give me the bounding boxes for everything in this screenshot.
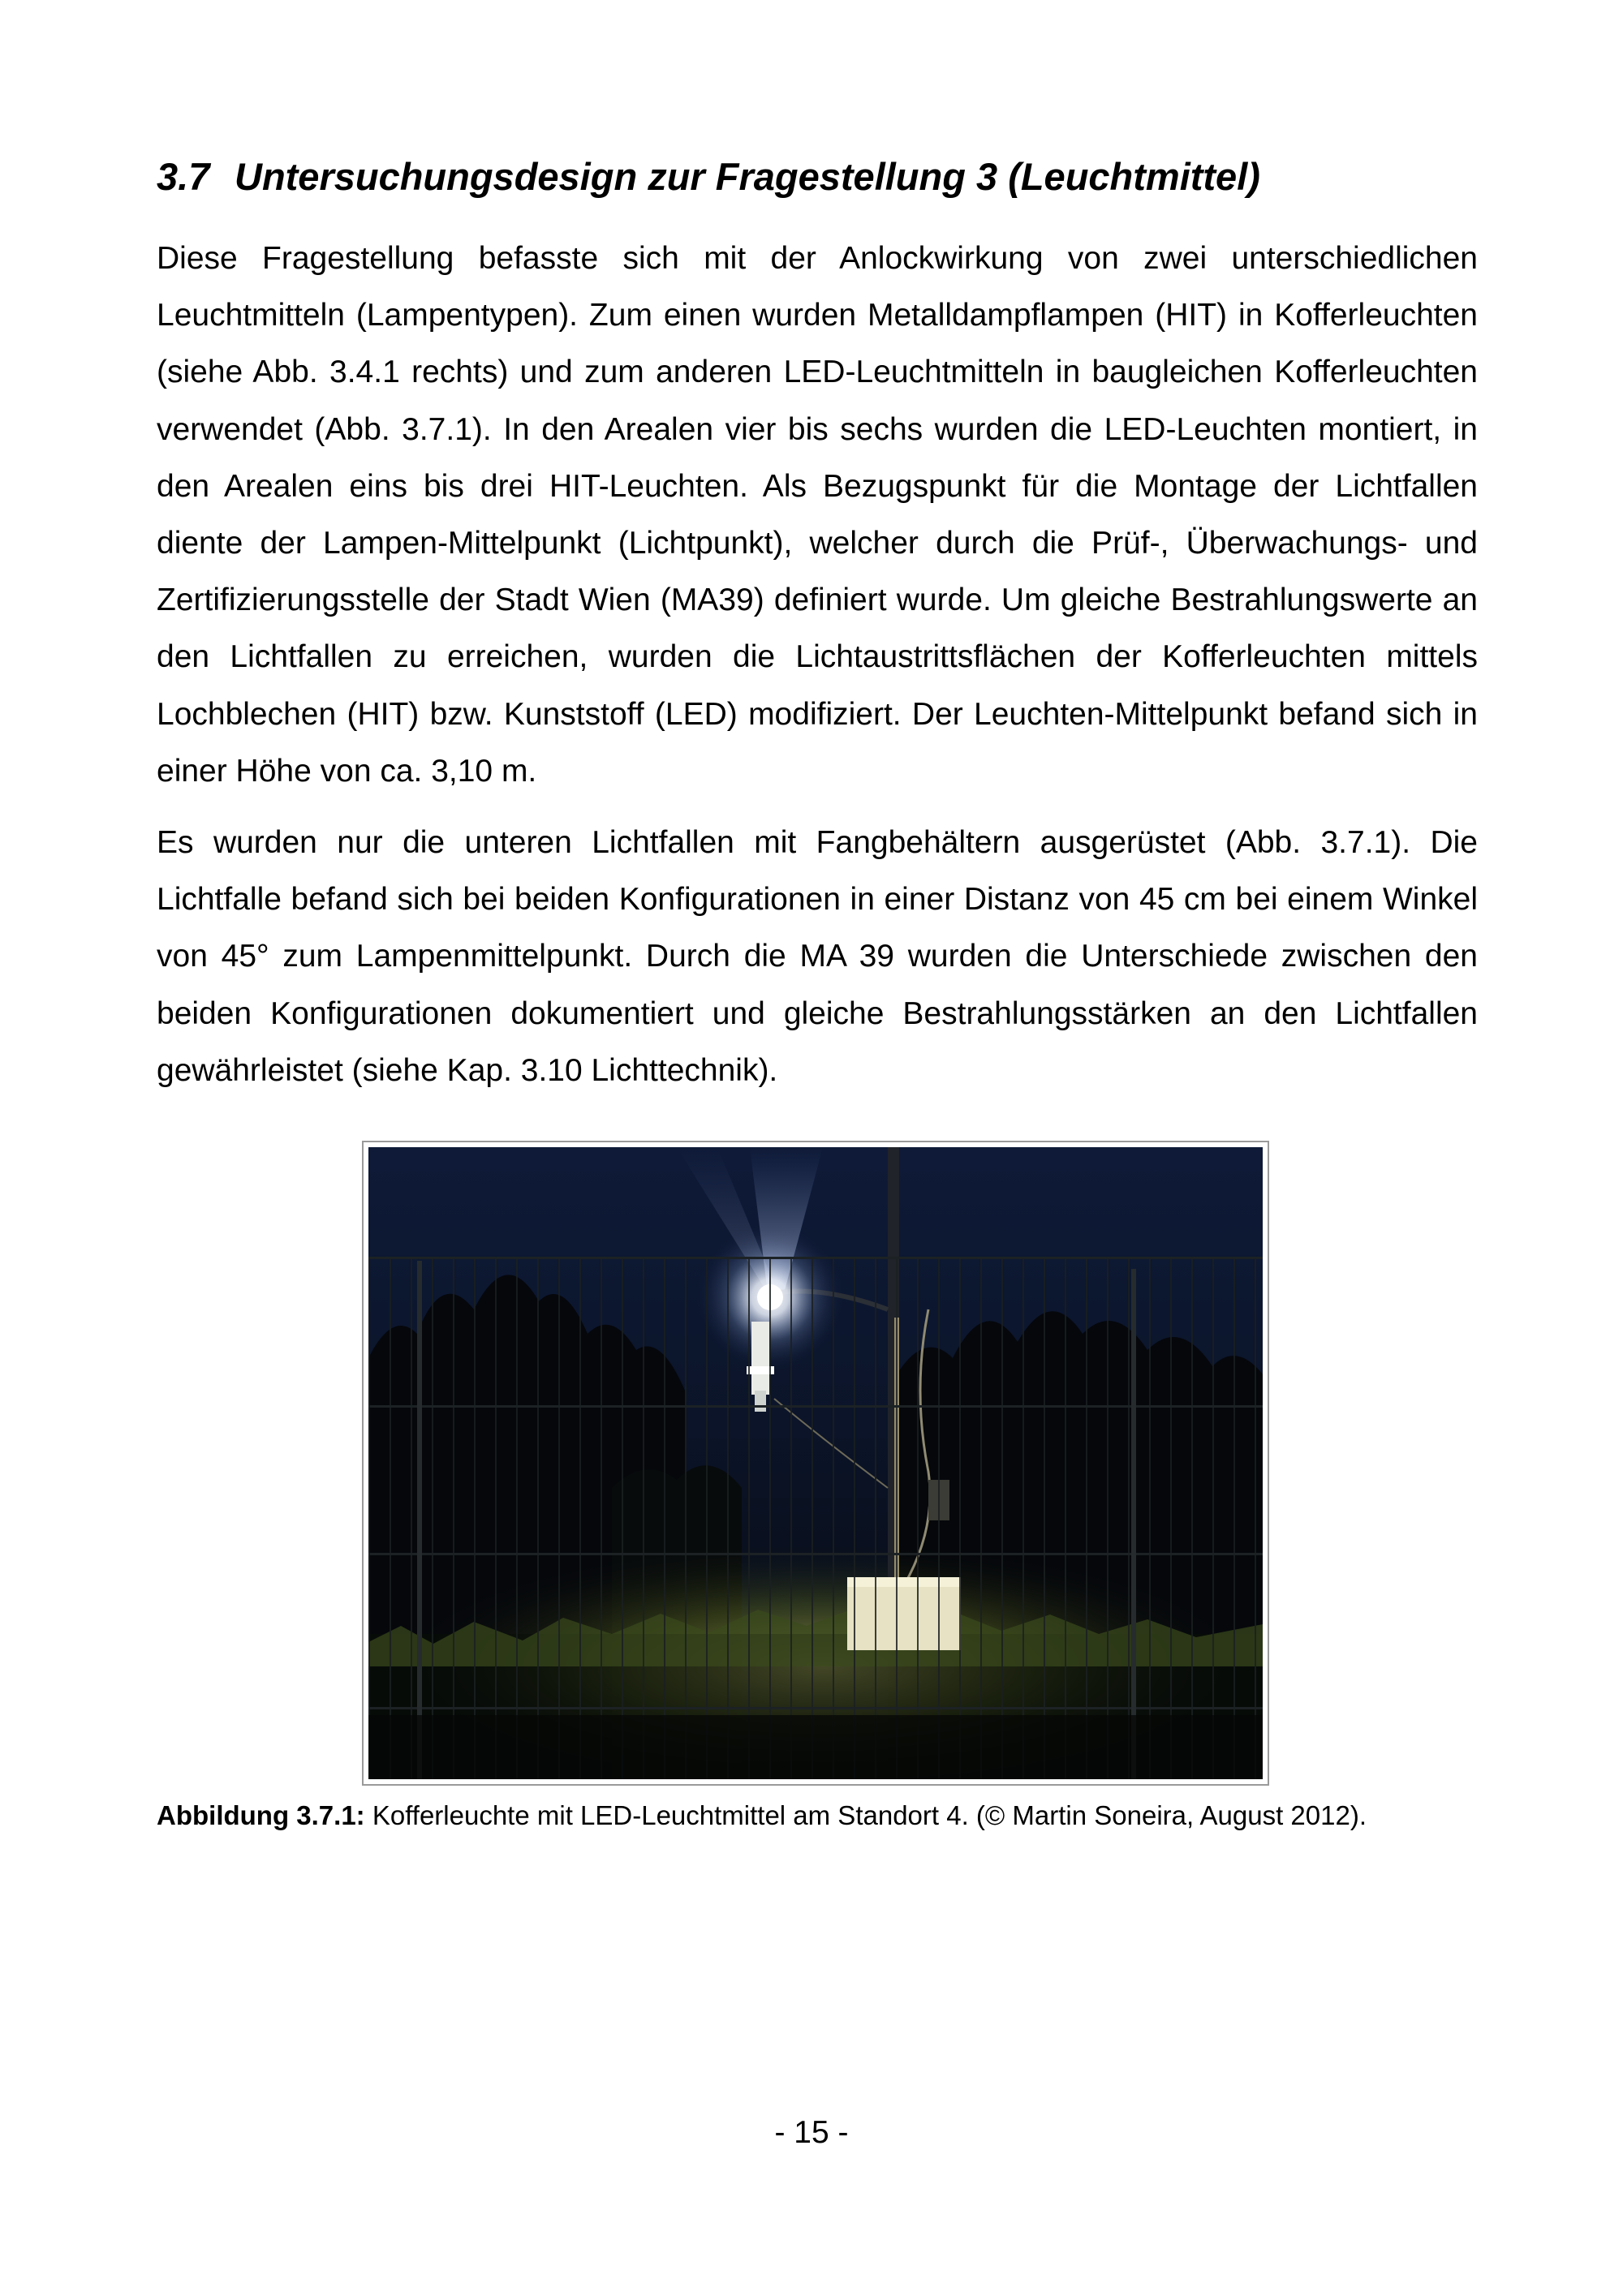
paragraph-2: Es wurden nur die unteren Lichtfallen mit Fangbehältern ausgerüstet (Abb. 3.7.1). Die Lichtfalle befand sich bei beiden Konfigurationen in einer Distanz von 45 cm bei einem Winkel von 45° zum Lampenmittelpunkt. Durch die MA 39 wurden die Unterschiede zwischen den beiden Konfigurationen dokumentiert und gleiche Bestrahlungsstärken an den Lichtfallen gewährleistet (siehe Kap. 3.10 Lichttechnik).: [157, 825, 1478, 1088]
section-heading: [157, 154, 1260, 200]
figure-caption-label: Abbildung 3.7.1:: [157, 1800, 365, 1830]
figure-caption: [157, 1798, 1479, 1834]
figure-caption-text: Kofferleuchte mit LED-Leuchtmittel am Standort 4. (© Martin Soneira, August 2012).: [364, 1800, 1367, 1830]
figure-frame: [362, 1141, 1269, 1786]
night-photo-luminaire: [368, 1147, 1263, 1779]
section-title: Untersuchungsdesign zur Fragestellung 3 (Leuchtmittel): [235, 155, 1260, 198]
paragraph-1: Diese Fragestellung befasste sich mit der Anlockwirkung von zwei unterschiedlichen Leuchtmitteln (Lampentypen). Zum einen wurden Metalldampflampen (HIT) in Kofferleuchten (siehe Abb. 3.4.1 rechts) und zum anderen LED-Leuchtmitteln in baugleichen Kofferleuchten verwendet (Abb. 3.7.1). In den Arealen vier bis sechs wurden die LED-Leuchten montiert, in den Arealen eins bis drei HIT-Leuchten. Als Bezugspunkt für die Montage der Lichtfallen diente der Lampen-Mittelpunkt (Lichtpunkt), welcher durch die Prüf-, Überwachungs- und Zertifizierungsstelle der Stadt Wien (MA39) definiert wurde. Um gleiche Bestrahlungswerte an den Lichtfallen zu erreichen, wurden die Lichtaustrittsflächen der Kofferleuchten mittels Lochblechen (HIT) bzw. Kunststoff (LED) modifiziert. Der Leuchten-Mittelpunkt befand sich in einer Höhe von ca. 3,10 m.: [157, 241, 1478, 789]
section-number: 3.7: [157, 155, 210, 198]
page-number: - 15 -: [774, 2115, 849, 2150]
